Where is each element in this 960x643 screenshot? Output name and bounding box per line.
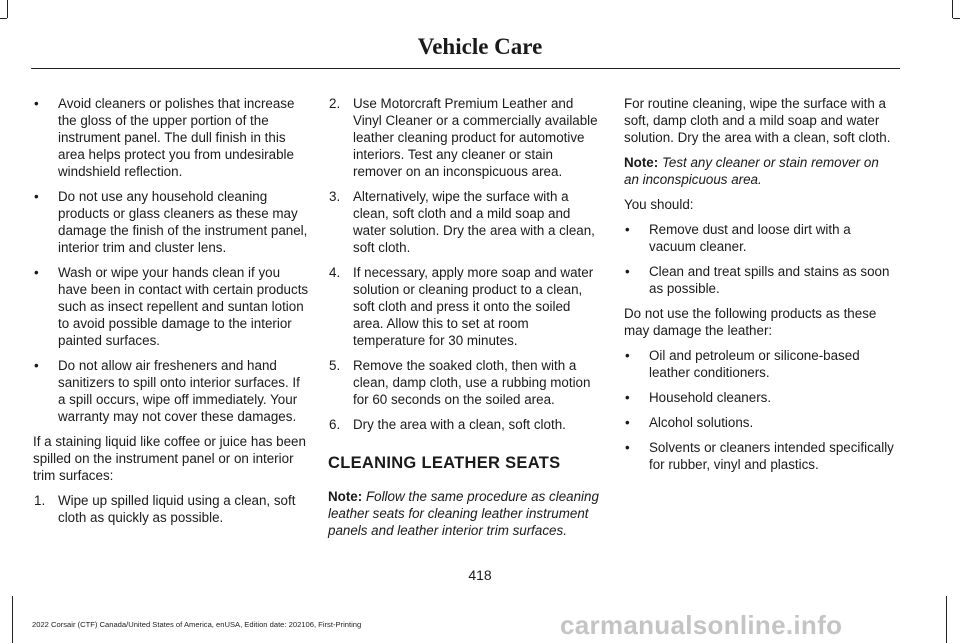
column-1 xyxy=(33,95,309,534)
step-text: Alternatively, wipe the surface with a clean, soft cloth and a mild soap and water solution. Dry the area with a clean, soft cloth. xyxy=(353,189,595,255)
note-label: Note: xyxy=(328,489,363,504)
bullet-marker: • xyxy=(625,348,630,363)
list-item xyxy=(624,389,896,406)
you-should-label: You should: xyxy=(624,197,694,212)
list-item-text: Household cleaners. xyxy=(649,390,772,405)
routine-cleaning-paragraph: For routine cleaning, wipe the surface with a soft, damp cloth and a mild soap and water solution. Dry the area with a clean, soft cloth. xyxy=(624,96,891,145)
step-text: Dry the area with a clean, soft cloth. xyxy=(353,417,566,432)
list-item xyxy=(33,188,309,256)
bullet-marker: • xyxy=(34,189,39,204)
step-number: 2. xyxy=(329,96,341,111)
step-item xyxy=(328,264,602,349)
step-item xyxy=(33,492,309,526)
list-item xyxy=(33,95,309,180)
step-item xyxy=(328,188,602,256)
crop-mark xyxy=(7,0,8,18)
list-item xyxy=(624,221,896,255)
list-item-text: Do not allow air fresheners and hand sanitizers to spill onto interior surfaces. If a spill occurs, wipe off immediately. Your warranty may not cover these damages. xyxy=(58,358,300,424)
note-label: Note: xyxy=(624,155,659,170)
page-number: 418 xyxy=(468,567,492,583)
column-2 xyxy=(328,95,602,547)
crop-mark xyxy=(12,596,13,643)
list-item-text: Solvents or cleaners intended specifically for rubber, vinyl and plastics. xyxy=(649,440,894,472)
staining-paragraph: If a staining liquid like coffee or juice has been spilled on the instrument panel or on interior trim surfaces: xyxy=(33,434,306,483)
note-text: Test any cleaner or stain remover on an inconspicuous area. xyxy=(624,155,879,187)
bullet-marker: • xyxy=(34,265,39,280)
list-item xyxy=(624,414,896,431)
list-item-text: Alcohol solutions. xyxy=(649,415,754,430)
note xyxy=(328,488,602,539)
step-text: Use Motorcraft Premium Leather and Vinyl Cleaner or a commercially available leather cleaning product for automotive interiors. Test any cleaner or stain remover on an inconspicuous area. xyxy=(353,96,598,179)
bullet-marker: • xyxy=(625,390,630,405)
list-item-text: Do not use any household cleaning products or glass cleaners as these may damage the finish of the instrument panel, interior trim and cluster lens. xyxy=(58,189,308,255)
column-3 xyxy=(624,95,896,481)
list-item-text: Avoid cleaners or polishes that increase the gloss of the upper portion of the instrument panel. The dull finish in this area helps protect you from undesirable windshield reflection. xyxy=(58,96,295,179)
step-number: 5. xyxy=(329,358,341,373)
watermark-logo: carmanualsonline.info xyxy=(560,610,843,640)
note-text: Follow the same procedure as cleaning leather seats for cleaning leather instrument panels and leather interior trim surfaces. xyxy=(328,489,599,538)
list-item xyxy=(33,357,309,425)
section-heading: CLEANING LEATHER SEATS xyxy=(328,454,561,472)
bullet-marker: • xyxy=(625,264,630,279)
step-item xyxy=(328,95,602,180)
bullet-marker: • xyxy=(625,222,630,237)
note xyxy=(624,154,896,188)
step-text: Wipe up spilled liquid using a clean, soft cloth as quickly as possible. xyxy=(58,493,296,525)
step-text: Remove the soaked cloth, then with a clean, damp cloth, use a rubbing motion for 60 seconds on the soiled area. xyxy=(353,358,591,407)
do-not-use-paragraph: Do not use the following products as these may damage the leather: xyxy=(624,306,877,338)
step-text: If necessary, apply more soap and water solution or cleaning product to a clean, soft cloth and press it onto the soiled area. Allow this to set at room temperature for 30 minutes. xyxy=(353,265,594,348)
crop-mark xyxy=(953,18,960,19)
step-item xyxy=(328,416,602,433)
step-number: 1. xyxy=(34,493,46,508)
list-item xyxy=(624,263,896,297)
step-item xyxy=(328,357,602,408)
page-title: Vehicle Care xyxy=(417,34,543,59)
list-item xyxy=(33,264,309,349)
step-number: 6. xyxy=(329,417,341,432)
bullet-marker: • xyxy=(34,96,39,111)
bullet-marker: • xyxy=(34,358,39,373)
list-item-text: Wash or wipe your hands clean if you have been in contact with certain products such as insect repellent and suntan lotion to avoid possible damage to the interior painted surfaces. xyxy=(58,265,309,348)
edition-footer: 2022 Corsair (CTF) Canada/United States of America, enUSA, Edition date: 202106, First-Printing xyxy=(32,620,362,629)
list-item xyxy=(624,439,896,473)
bullet-marker: • xyxy=(625,440,630,455)
list-item xyxy=(624,347,896,381)
list-item-text: Remove dust and loose dirt with a vacuum cleaner. xyxy=(649,222,851,254)
bullet-marker: • xyxy=(625,415,630,430)
step-number: 4. xyxy=(329,265,341,280)
list-item-text: Clean and treat spills and stains as soon as possible. xyxy=(649,264,890,296)
step-number: 3. xyxy=(329,189,341,204)
crop-mark xyxy=(0,18,7,19)
list-item-text: Oil and petroleum or silicone-based leather conditioners. xyxy=(649,348,860,380)
crop-mark xyxy=(952,0,953,18)
header-rule xyxy=(31,68,900,69)
crop-mark xyxy=(946,596,947,643)
